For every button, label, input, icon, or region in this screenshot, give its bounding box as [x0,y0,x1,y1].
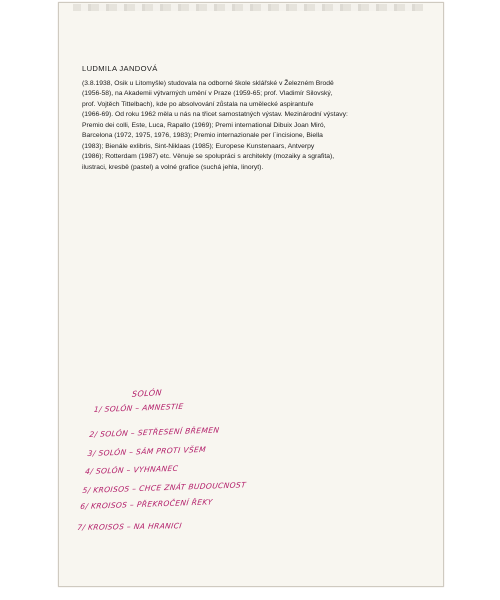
biography-line: (1956-58), na Akademii výtvarných umění v Praze (1959-65; prof. Vladimír Silovský, [82,90,333,98]
biography-line: ilustraci, kresbě (pastel) a volné grafice (suchá jehla, linoryt). [82,163,264,171]
biography-line: prof. Vojtěch Tittelbach), kde po absolvování zůstala na umělecké aspirantuře [82,100,314,108]
author-name: LUDMILA JANDOVÁ [82,64,158,73]
handwritten-item: 7/ KROISOS – NA HRANICI [76,521,183,532]
biography-line: Barcelona (1972, 1975, 1976, 1983); Premio internazionale per l´incisione, Biella [82,132,323,140]
biography-line: (1966-69). Od roku 1962 měla u nás na třicet samostatných výstav. Mezinárodní výstavy: [82,111,348,119]
handwritten-item: 3/ SOLÓN – SÁM PROTI VŠEM [87,444,207,458]
biography-line: (3.8.1938, Osik u Litomyšle) studovala na odborné škole sklářské v Železném Brodě [82,80,334,87]
biography-line: (1983); Bienále exlibris, Sint-Niklaas (1985); Europese Kunstenaars, Antverpy [82,142,315,150]
handwritten-item: 2/ SOLÓN – SETŘESENÍ BŘEMEN [88,425,220,439]
handwritten-title: SOLÓN [131,388,163,399]
scanned-document-page [58,2,444,587]
handwritten-notes [58,3,443,586]
biography-line: (1986); Rotterdam (1987) etc. Věnuje se spolupráci s architekty (mozaiky a sgrafita), [82,153,335,161]
handwritten-item: 5/ KROISOS – CHCE ZNÁT BUDOUCNOST [82,480,247,495]
handwritten-item: 4/ SOLÓN – VYHNANEC [84,463,179,476]
handwritten-item: 1/ SOLÓN – AMNESTIE [93,401,184,414]
biography-line: Premio dei colli, Este, Luca, Rapallo (1969); Premi international Dibuix Joan Miró, [82,121,326,129]
handwritten-item: 6/ KROISOS – PŘEKROČENÍ ŘEKY [79,497,214,511]
